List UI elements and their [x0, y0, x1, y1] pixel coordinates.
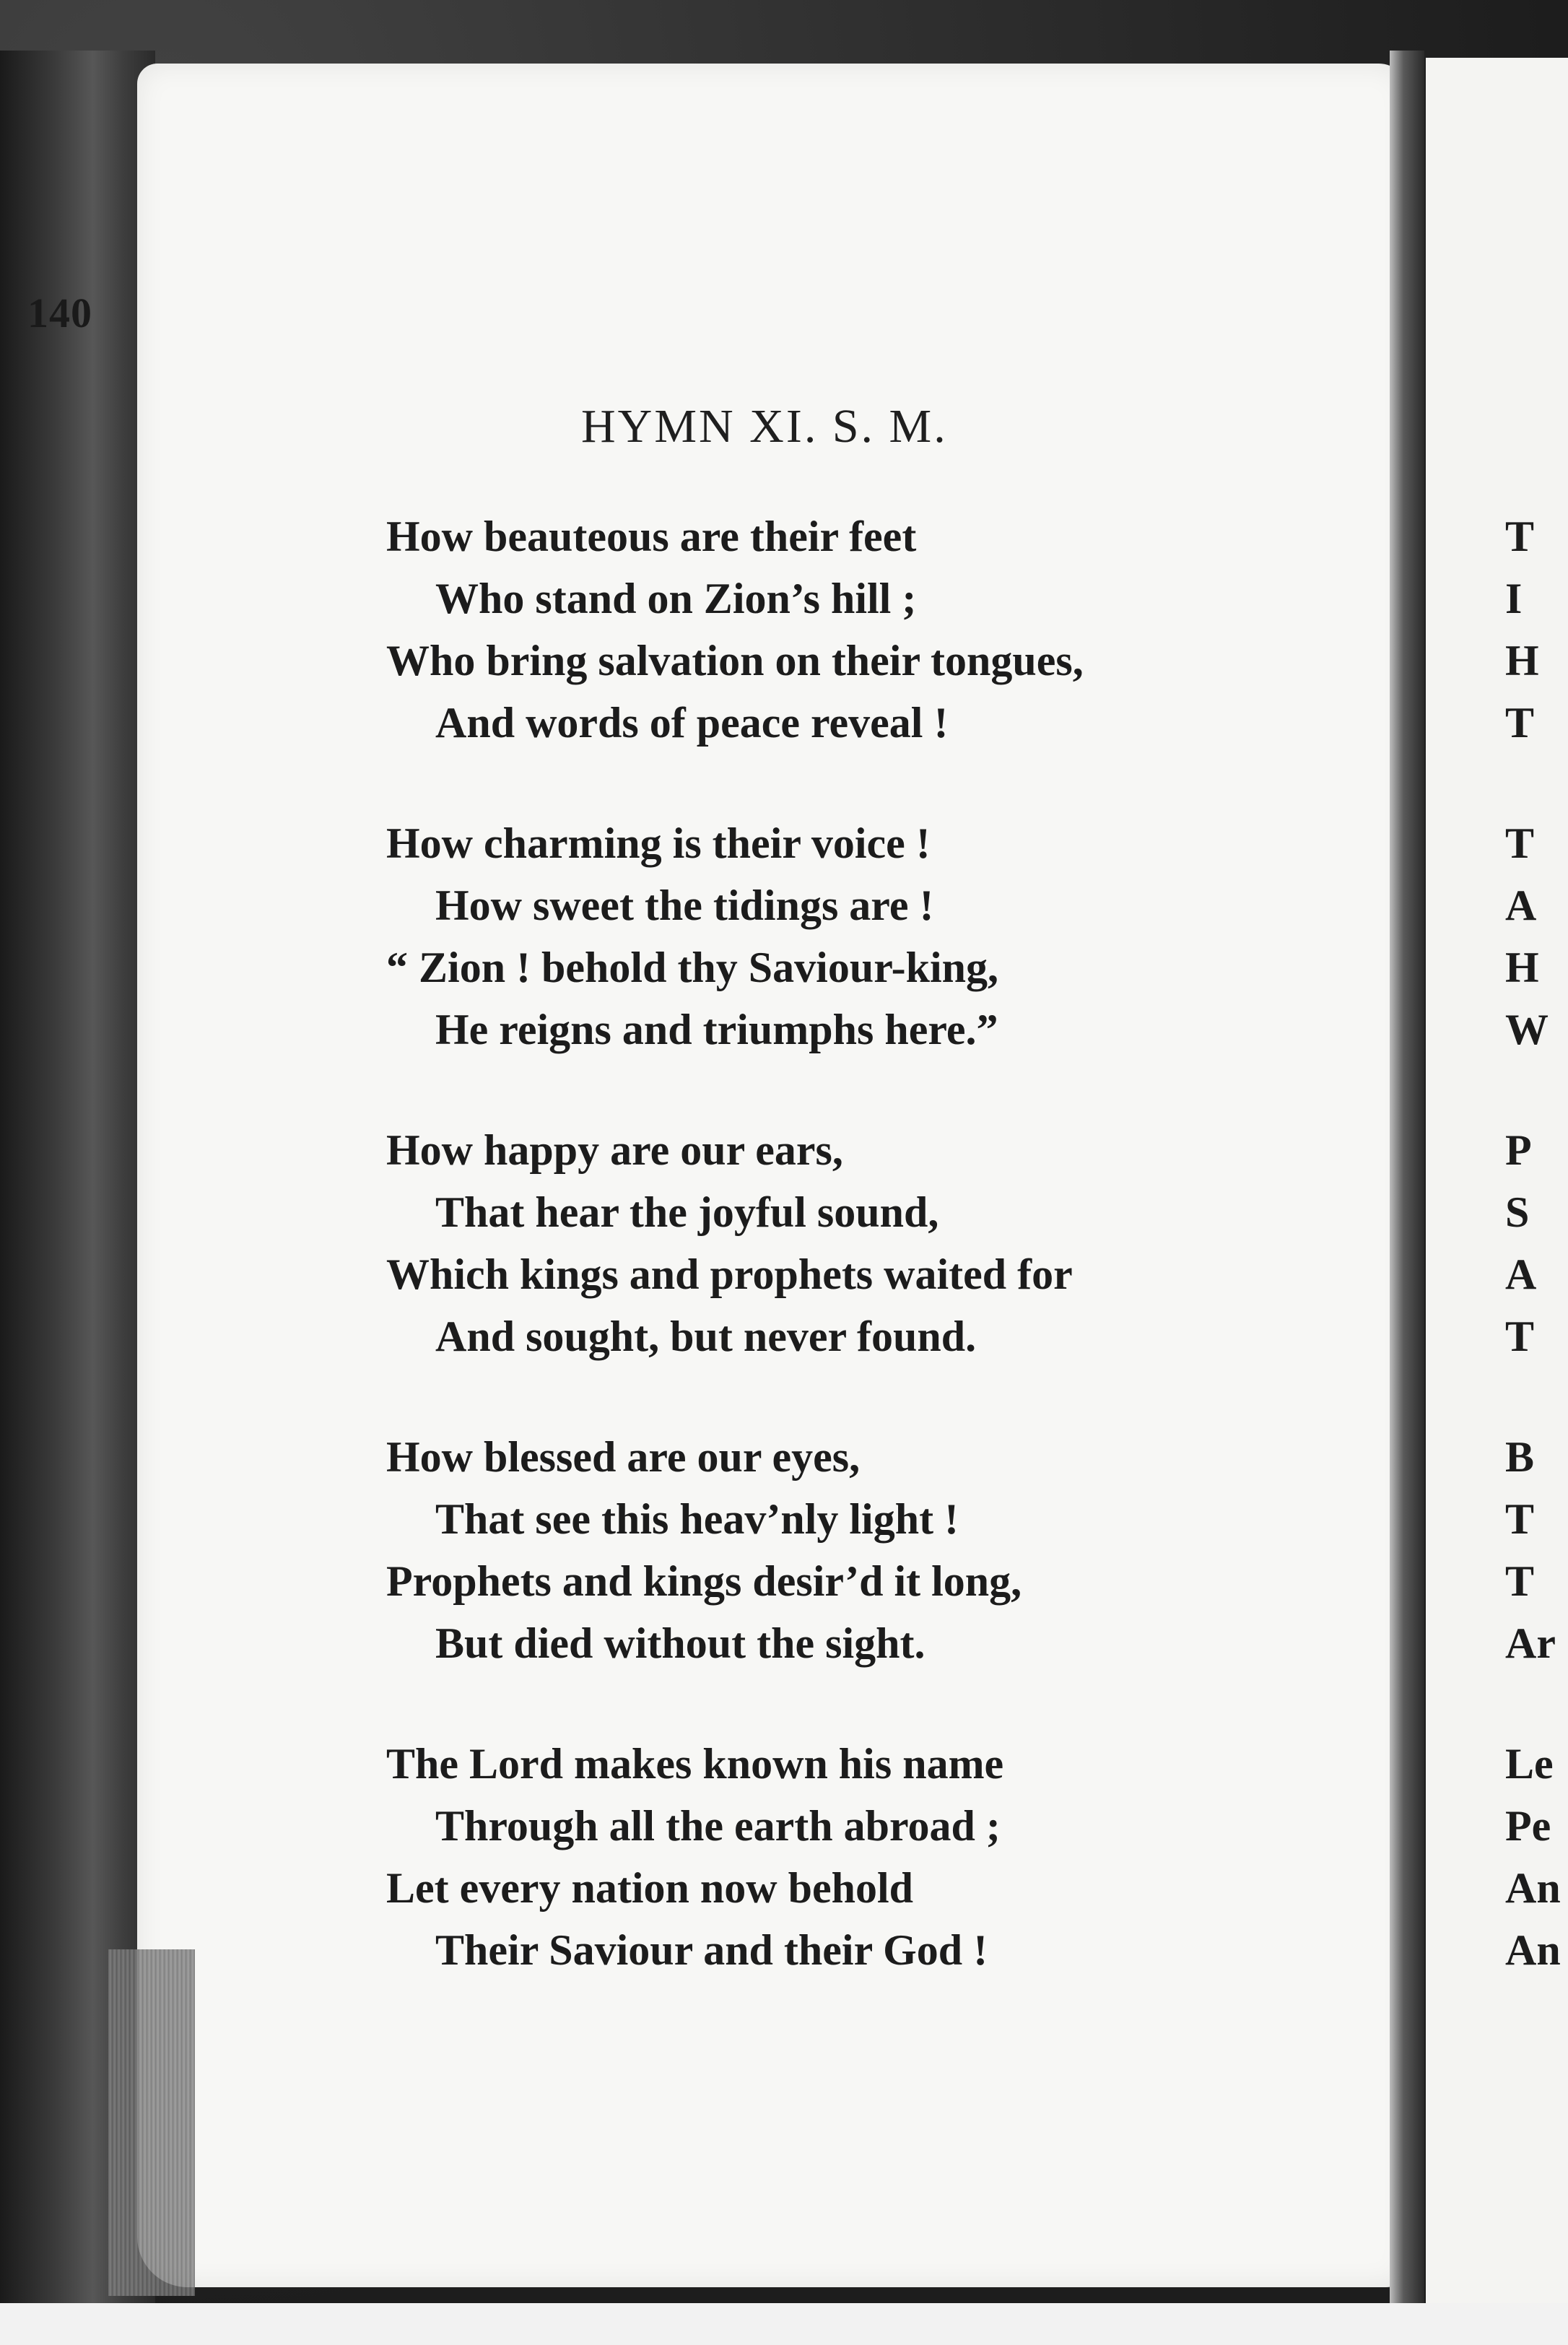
stanza [386, 1733, 1325, 1981]
facing-line-fragment: An [1505, 1864, 1561, 1912]
page-number: 140 [27, 290, 92, 336]
facing-line-fragment: S [1505, 1188, 1530, 1236]
facing-stanza-fragment [1505, 1733, 1568, 1981]
facing-stanza-fragment [1505, 1119, 1568, 1367]
facing-line-fragment: Le [1505, 1740, 1554, 1788]
verse-line: How sweet the tidings are ! [435, 882, 934, 929]
facing-line-fragment: P [1505, 1126, 1532, 1174]
verse-line: How happy are our ears, [386, 1126, 843, 1174]
verse-line: Who stand on Zion’s hill ; [435, 575, 917, 622]
facing-line-fragment: Pe [1505, 1802, 1551, 1850]
facing-line-fragment: T [1505, 1495, 1535, 1543]
verse-line: Let every nation now behold [386, 1864, 914, 1912]
verse-line: The Lord makes known his name [386, 1740, 1004, 1788]
hymn-title: HYMN XI. S. M. [581, 400, 948, 453]
verse-line: But died without the sight. [435, 1619, 925, 1667]
facing-line-fragment: A [1505, 882, 1537, 929]
facing-line-fragment: I [1505, 575, 1523, 622]
verse-line: Who bring salvation on their tongues, [386, 637, 1084, 684]
facing-line-fragment: T [1505, 699, 1535, 747]
facing-stanza-fragment [1505, 812, 1568, 1061]
verse-line: And words of peace reveal ! [435, 699, 949, 747]
facing-line-fragment: T [1505, 513, 1535, 560]
facing-line-fragment: Ar [1505, 1619, 1556, 1667]
verse-line: And sought, but never found. [435, 1313, 977, 1360]
verse-line: Their Saviour and their God ! [435, 1926, 988, 1974]
facing-line-fragment: H [1505, 944, 1539, 991]
verse-line: Which kings and prophets waited for [386, 1250, 1073, 1298]
stanza [386, 1119, 1325, 1367]
scan-bottom-strip [0, 2303, 1568, 2345]
facing-line-fragment: B [1505, 1433, 1535, 1481]
verse-line: How charming is their voice ! [386, 819, 931, 867]
stanza [386, 505, 1325, 754]
verse-line: That see this heav’nly light ! [435, 1495, 959, 1543]
facing-line-fragment: W [1505, 1006, 1549, 1053]
stanza [386, 1426, 1325, 1674]
facing-line-fragment: An [1505, 1926, 1561, 1974]
verse-line: Prophets and kings desir’d it long, [386, 1557, 1022, 1605]
verse-line: Through all the earth abroad ; [435, 1802, 1001, 1850]
verse-line: “ Zion ! behold thy Saviour-king, [386, 944, 998, 991]
book-gutter [1390, 51, 1424, 2303]
stanza [386, 812, 1325, 1061]
facing-line-fragment: A [1505, 1250, 1537, 1298]
verse-line: How beauteous are their feet [386, 513, 917, 560]
verse-line: That hear the joyful sound, [435, 1188, 939, 1236]
verse-line: How blessed are our eyes, [386, 1433, 861, 1481]
page-number-container [0, 289, 1568, 337]
facing-line-fragment: H [1505, 637, 1539, 684]
facing-line-fragment: T [1505, 819, 1535, 867]
facing-stanza-fragment [1505, 1426, 1568, 1674]
page-edges [108, 1949, 195, 2296]
facing-line-fragment: T [1505, 1557, 1535, 1605]
facing-line-fragment: T [1505, 1313, 1535, 1360]
facing-stanza-fragment [1505, 505, 1568, 754]
verse-line: He reigns and triumphs here.” [435, 1006, 998, 1053]
